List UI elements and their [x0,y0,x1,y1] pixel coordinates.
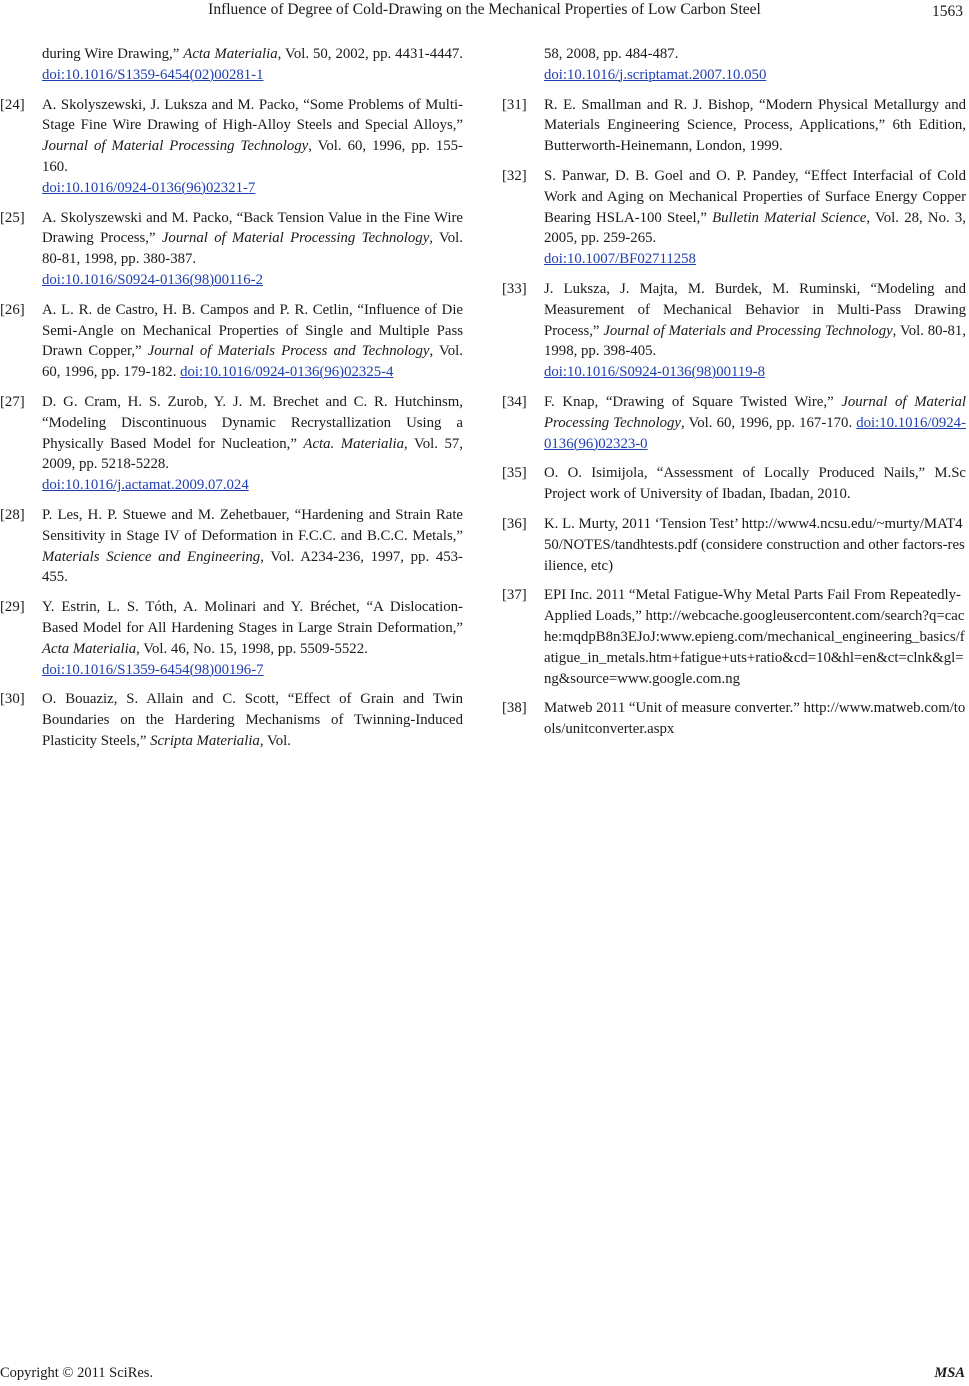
reference-text: D. G. Cram, H. S. Zurob, Y. J. M. Brechet and C. R. Hutchinsm, “Modeling Discontinuous Dynamic Recrystallization Using a Physically Based Model for Nucleation,” [42,393,463,452]
reference-number: [27] [0,393,25,410]
reference-details: , Vol. 50, 2002, pp. 4431-4447. [277,46,463,62]
reference-details: , Vol. [259,732,291,749]
reference-text: J. Luksza, J. Majta, M. Burdek, M. Ruminski, “Modeling and Measurement of Mechanical Behavior in Multi-Pass Drawing Process,” [544,280,966,339]
reference-continuation [0,44,463,86]
reference-number: [25] [0,209,25,226]
doi-link[interactable]: doi:10.1016/S0924-0136(98)00119-8 [544,364,765,381]
reference-entry [502,166,966,270]
reference-number: [32] [502,167,527,184]
reference-entry [502,585,966,689]
running-title: Influence of Degree of Cold-Drawing on the Mechanical Properties of Low Carbon Steel [208,1,761,18]
page-number: 1563 [932,3,963,20]
reference-text: O. Bouaziz, S. Allain and C. Scott, “Effect of Grain and Twin Boundaries on the Hardering Mechanisms of Twinning-Induced Plasticity Steels,” [42,691,463,749]
reference-details: , Vol. 46, No. 15, 1998, pp. 5509-5522. [136,640,368,657]
reference-number: [36] [502,515,527,532]
doi-link[interactable]: doi:10.1007/BF02711258 [544,251,696,268]
reference-number: [35] [502,465,527,482]
journal-name: Scripta Materialia [150,732,260,749]
page-footer [0,1365,969,1385]
reference-entry [502,514,966,576]
reference-entry [0,505,463,588]
reference-entry [502,463,966,505]
reference-entry [0,95,463,199]
reference-number: [31] [502,96,527,113]
right-column [502,44,966,749]
doi-link[interactable]: doi:10.1016/0924-0136(96)02323-0 [544,414,966,452]
journal-name: Journal of Materials and Processing Technology [603,322,893,339]
doi-link[interactable]: doi:10.1016/j.actamat.2009.07.024 [42,477,249,494]
reference-details: , Vol. 57, 2009, pp. 5218-5228. [42,435,463,473]
journal-name: Bulletin Material Science [712,209,867,226]
journal-name: Acta Materialia [183,46,278,62]
reference-text: A. Skolyszewski and M. Packo, “Back Tension Value in the Fine Wire Drawing Process,” [42,209,463,247]
doi-link[interactable]: doi:10.1016/S1359-6454(98)00196-7 [42,661,264,678]
reference-details: , Vol. 80-81, 1998, pp. 380-387. [42,230,463,268]
reference-details: , Vol. 60, 1996, pp. 155-160. [42,138,463,175]
doi-link[interactable]: doi:10.1016/S0924-0136(98)00116-2 [42,271,263,288]
reference-text: R. E. Smallman and R. J. Bishop, “Modern Physical Metallurgy and Materials Engineering Science, Process, Applications,” 6th Edition, Butterworth-Heinemann, London, 1999. [544,96,966,155]
reference-entry [0,300,463,383]
reference-entry [0,208,463,291]
reference-continuation [502,44,966,86]
journal-name: Acta. Materialia [303,435,405,452]
journal-name: Journal of Material Processing Technology [161,230,430,247]
reference-entry [502,95,966,157]
reference-text: S. Panwar, D. B. Goel and O. P. Pandey, “Effect Interfacial of Cold Work and Aging on Mechanical Properties of Surface Energy Copper Bearing HSLA-100 Steel,” [544,167,966,226]
reference-text: A. L. R. de Castro, H. B. Campos and P. R. Cetlin, “Influence of Die Semi-Angle on Mechanical Properties of Single and Multiple Pass Drawn Copper,” [42,301,463,360]
reference-entry [502,698,966,740]
reference-number: [30] [0,691,25,708]
reference-number: [37] [502,587,527,604]
reference-number: [38] [502,700,527,717]
reference-text: A. Skolyszewski, J. Luksza and M. Packo, “Some Problems of Multi-Stage Fine Wire Drawing of High-Alloy Steels and Special Alloys,” [42,96,463,134]
doi-link[interactable]: doi:10.1016/0924-0136(96)02325-4 [180,364,394,381]
journal-name: Journal of Material Processing Technology [544,393,966,431]
reference-number: [24] [0,96,25,113]
reference-entry [0,392,463,496]
doi-link[interactable]: doi:10.1016/0924-0136(96)02321-7 [42,179,256,196]
reference-number: [26] [0,301,25,318]
reference-details: , Vol. 60, 1996, pp. 167-170. [680,414,857,431]
copyright-notice: Copyright © 2011 SciRes. [0,1365,154,1381]
doi-link[interactable]: doi:10.1016/j.scriptamat.2007.10.050 [544,66,767,83]
journal-name: Journal of Materials Process and Technology [147,343,430,360]
reference-number: [28] [0,506,25,523]
reference-text: O. O. Isimijola, “Assessment of Locally Produced Nails,” M.Sc Project work of University of Ibadan, Ibadan, 2010. [544,465,966,503]
journal-name: Acta Materialia [42,640,137,657]
reference-details: , Vol. 80-81, 1998, pp. 398-405. [544,322,966,360]
page-header [0,0,969,22]
reference-text: Matweb 2011 “Unit of measure converter.” http://www.matweb.com/tools/unitconverter.aspx [544,700,966,738]
reference-text: K. L. Murty, 2011 ‘Tension Test’ http://www4.ncsu.edu/~murty/MAT450/NOTES/tandhtests.pdf (considere construction and other factors-resilience, etc) [544,515,965,574]
reference-text: P. Les, H. P. Stuewe and M. Zehetbauer, “Hardening and Strain Rate Sensitivity in Stage IV of Deformation in F.C.C. and B.C.C. Metals,” [42,506,463,544]
reference-details: , Vol. 60, 1996, pp. 179-182. [42,343,463,381]
reference-text: EPI Inc. 2011 “Metal Fatigue-Why Metal Parts Fail From Repeatedly-Applied Loads,” http://webcache.googleusercontent.com/search?q=cache:mqdpB8n3EJoJ:www.epieng.com/mechanical_engineering_basics/fatigue_in_metals.htm+fatigue+uts+ratio&cd=10&hl=en&ct=clnk&gl=ng&source=www.google.com.ng [544,587,965,687]
reference-text: F. Knap, “Drawing of Square Twisted Wire,” [544,393,842,410]
journal-abbreviation: MSA [934,1365,965,1381]
doi-link[interactable]: doi:10.1016/S1359-6454(02)00281-1 [42,66,264,83]
reference-text: 58, 2008, pp. 484-487. [544,46,679,62]
reference-text: during Wire Drawing,” [42,46,184,62]
journal-name: Journal of Material Processing Technology [42,138,309,155]
reference-number: [29] [0,599,25,616]
reference-details: , Vol. 28, No. 3, 2005, pp. 259-265. [544,209,966,247]
reference-entry [502,392,966,454]
journal-name: Materials Science and Engineering [42,548,261,565]
reference-number: [33] [502,280,527,297]
reference-entry [0,689,463,751]
reference-number: [34] [502,393,527,410]
reference-entry [0,597,463,680]
left-column [0,44,463,761]
reference-details: , Vol. A234-236, 1997, pp. 453-455. [42,548,463,586]
reference-entry [502,279,966,383]
reference-text: Y. Estrin, L. S. Tóth, A. Molinari and Y. Bréchet, “A Dislocation-Based Model for All Hardening Stages in Large Strain Deformation,” [42,599,463,636]
